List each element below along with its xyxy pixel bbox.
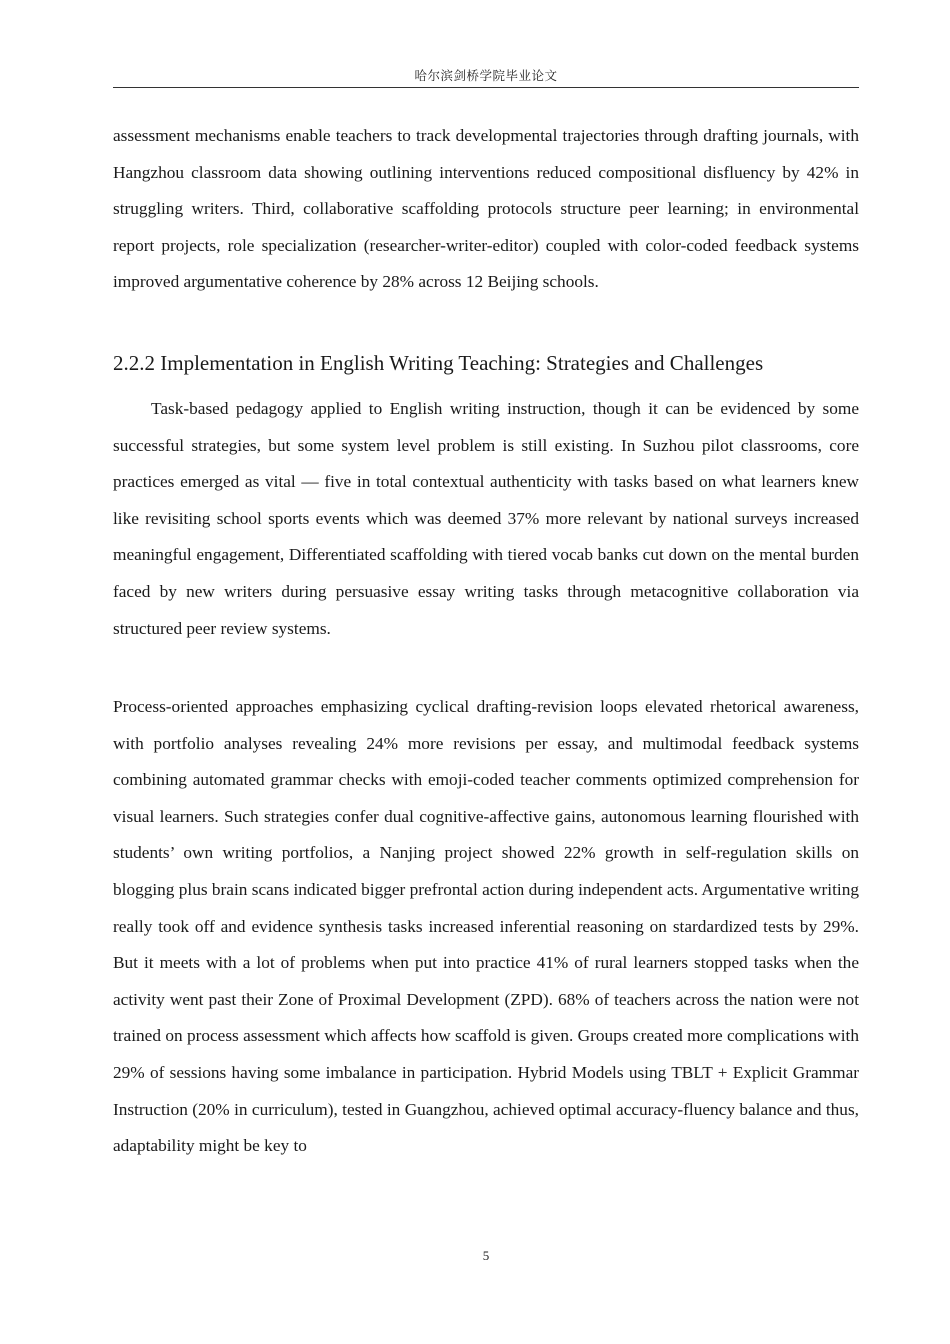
body-paragraph: Task-based pedagogy applied to English writing instruction, though it can be evidenced by some successful strategies, but some system level problem is still existing. In Suzhou pilot classrooms, core practices emerged as vital — five in total contextual authenticity with tasks based on what learners knew like revisiting school sports events which was deemed 37% more relevant by national surveys increased meaningful engagement, Differentiated scaffolding with tiered vocab banks cut down on the mental burden faced by new writers during persuasive essay writing tasks through metacognitive collaboration via structured peer review systems. — [113, 399, 859, 638]
section-heading: 2.2.2 Implementation in English Writing Teaching: Strategies and Challenges — [113, 351, 764, 375]
body-paragraph: Process-oriented approaches emphasizing cyclical drafting-revision loops elevated rhetorical awareness, with portfolio analyses revealing 24% more revisions per essay, and multimodal feedback systems combining automated grammar checks with emoji-coded teacher comments optimized comprehension for visual learners. Such strategies confer dual cognitive-affective gains, autonomous learning flourished with students’ own writing portfolios, a Nanjing project showed 22% growth in self-regulation skills on blogging plus brain scans indicated bigger prefrontal action during independent acts. Argumentative writing really took off and evidence synthesis tasks increased inferential reasoning on stardardized tests by 29%. But it meets with a lot of problems when put into practice 41% of rural learners stopped tasks when the activity went past their Zone of Proximal Development (ZPD). 68% of teachers across the nation were not trained on process assessment which affects how scaffold is given. Groups created more complications with 29% of sessions having some imbalance in participation. Hybrid Models using TBLT + Explicit Grammar Instruction (20% in curriculum), tested in Guangzhou, achieved optimal accuracy-fluency balance and thus, adaptability might be key to — [113, 697, 859, 1156]
body-paragraph: assessment mechanisms enable teachers to track developmental trajectories through drafting journals, with Hangzhou classroom data showing outlining interventions reduced compositional disfluency by 42% in struggling writers. Third, collaborative scaffolding protocols structure peer learning; in environmental report projects, role specialization (researcher-writer-editor) coupled with color-coded feedback systems improved argumentative coherence by 28% across 12 Beijing schools. — [113, 126, 859, 292]
running-header: 哈尔滨剑桥学院毕业论文 — [414, 68, 558, 83]
header-divider — [113, 87, 859, 88]
page-number: 5 — [482, 1248, 490, 1263]
